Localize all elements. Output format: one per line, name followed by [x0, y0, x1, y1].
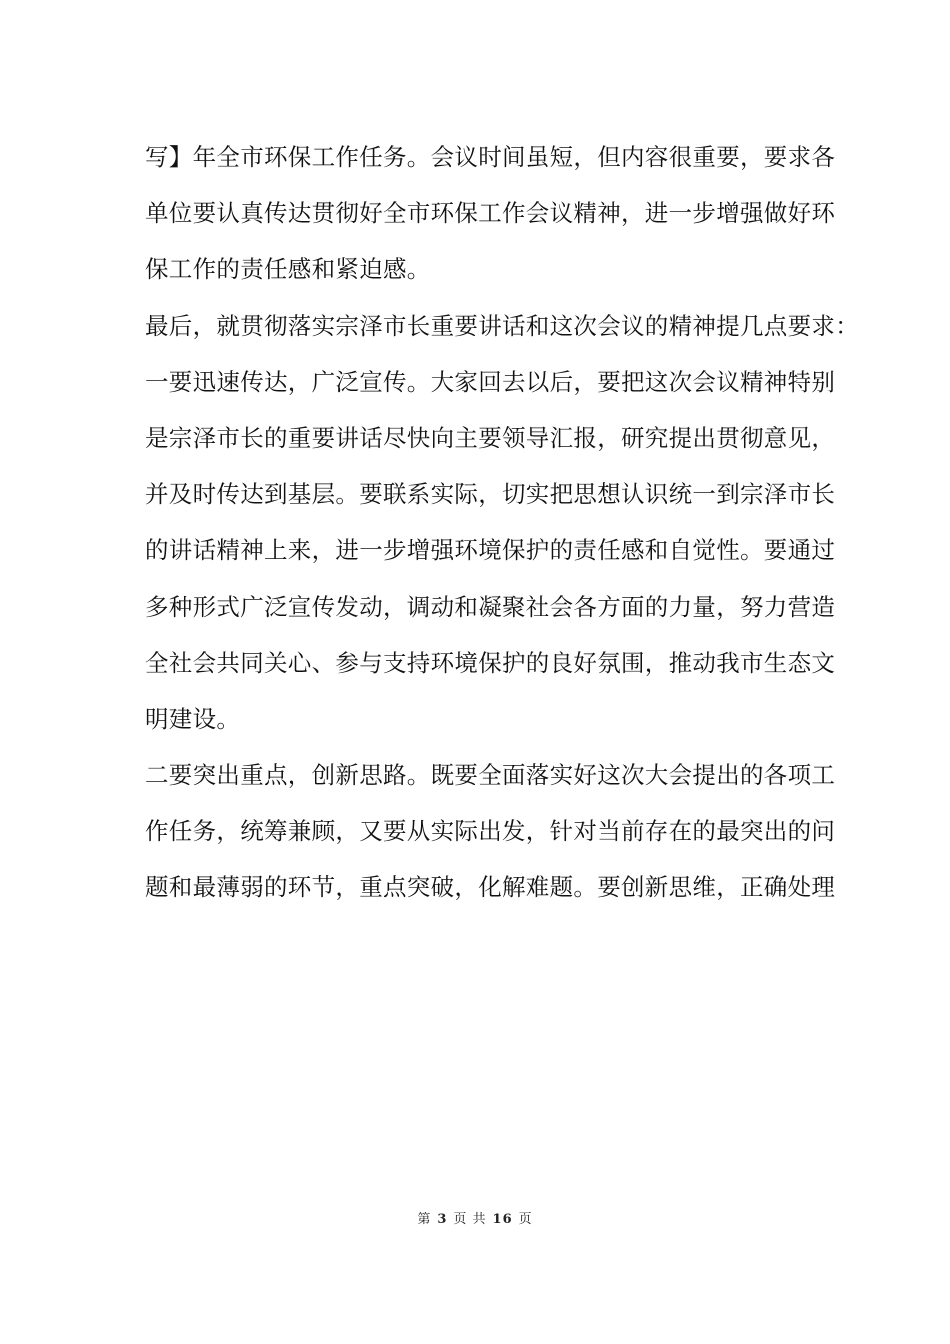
text-line: 多种形式广泛宣传发动，调动和凝聚社会各方面的力量，努力营造: [145, 592, 836, 621]
total-pages-number: 16: [492, 1212, 513, 1227]
text-line: 明建设。: [145, 704, 241, 733]
text-line: 全社会共同关心、参与支持环境保护的良好氛围，推动我市生态文: [145, 648, 836, 677]
text-line: 一要迅速传达，广泛宣传。大家回去以后，要把这次会议精神特别: [145, 367, 836, 396]
text-line: 并及时传达到基层。要联系实际，切实把思想认识统一到宗泽市长: [145, 480, 836, 509]
text-line: 的讲话精神上来，进一步增强环境保护的责任感和自觉性。要通过: [145, 536, 836, 565]
text-line: 写】年全市环保工作任务。会议时间虽短，但内容很重要，要求各: [145, 143, 836, 171]
document-body: [145, 129, 859, 916]
text-line: 单位要认真传达贯彻好全市环保工作会议精神，进一步增强做好环: [145, 199, 836, 228]
footer-prefix: 第: [417, 1212, 432, 1227]
text-line: 保工作的责任感和紧迫感。: [145, 255, 431, 284]
text-line: 最后，就贯彻落实宗泽市长重要讲话和这次会议的精神提几点要求：: [145, 311, 859, 340]
footer-middle: 页 共: [453, 1212, 487, 1227]
text-line: 作任务，统筹兼顾，又要从实际出发，针对当前存在的最突出的问: [145, 817, 836, 846]
page-footer: [0, 1208, 950, 1227]
current-page-number: 3: [437, 1212, 448, 1227]
text-line: 题和最薄弱的环节，重点突破，化解难题。要创新思维，正确处理: [145, 873, 836, 902]
text-line: 是宗泽市长的重要讲话尽快向主要领导汇报，研究提出贯彻意见，: [145, 423, 836, 452]
text-line: 二要突出重点，创新思路。既要全面落实好这次大会提出的各项工: [145, 761, 836, 790]
footer-suffix: 页: [518, 1212, 533, 1227]
